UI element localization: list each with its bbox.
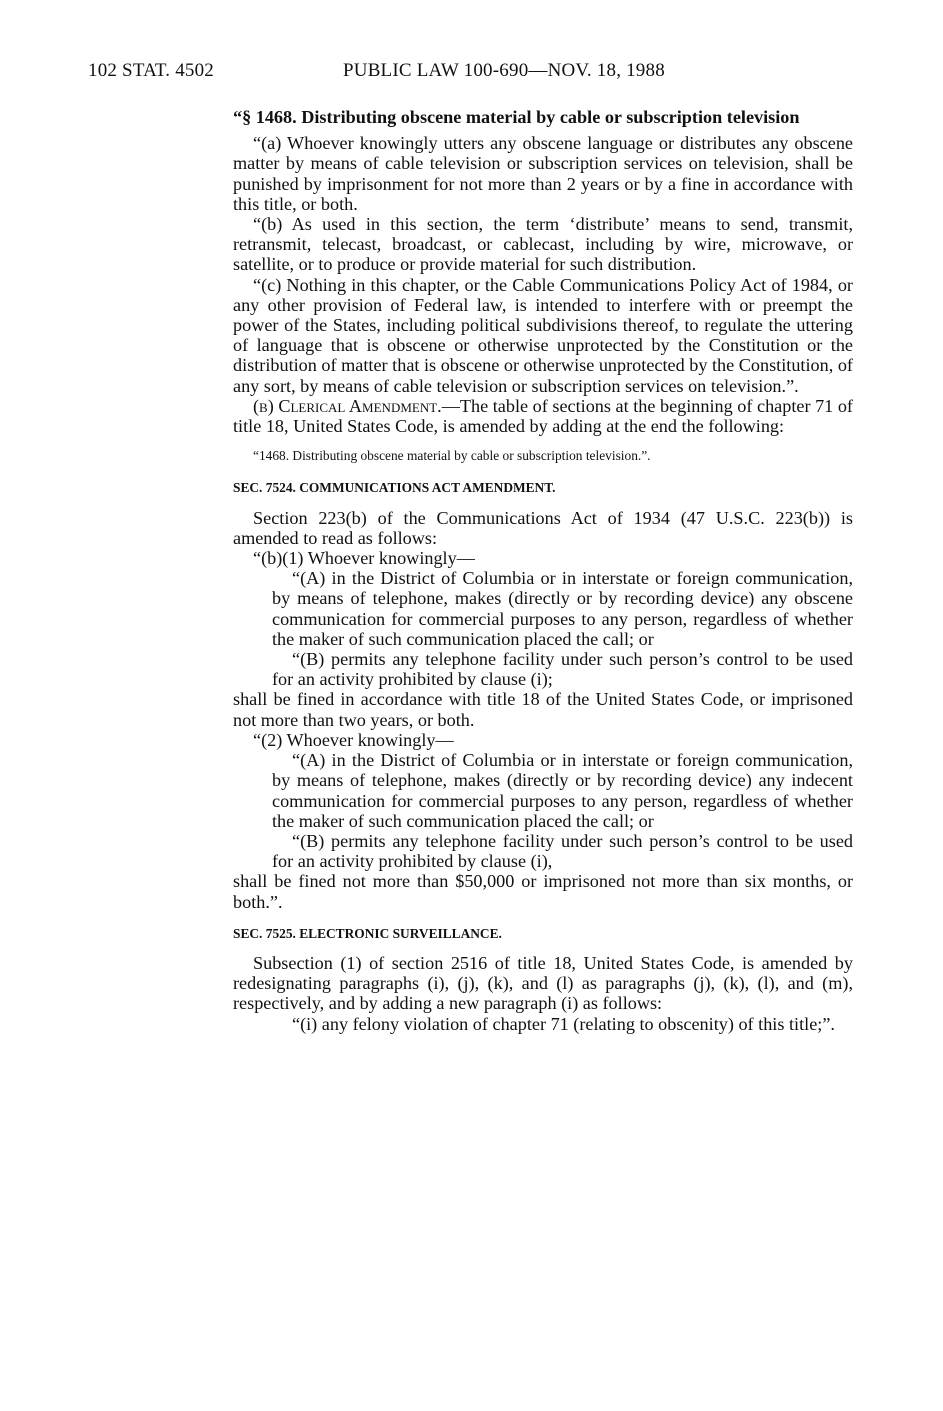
sec-7524-b1-A: “(A) in the District of Columbia or in interstate or foreign communication, by means of telephone, makes (directly or by recording device) any obscene communication for commercial purposes to any person, regardless of whether the maker of such communication placed the call; or — [272, 568, 853, 649]
section-1468-a: “(a) Whoever knowingly utters any obscene language or distributes any obscene matter by means of cable television or subscription services on television, shall be punished by imprisonment for not more than 2 years or by a fine in accordance with this title, or both. — [233, 133, 853, 214]
clerical-amendment-text: —The table of sections at the beginning of chapter 71 of title 18, United States Code, is amended by adding at the end the following: — [233, 395, 853, 437]
sec-7524-b2-B: “(B) permits any telephone facility under such person’s control to be used for an activity prohibited by clause (i), — [272, 830, 853, 872]
sec-7524-b2-A: “(A) in the District of Columbia or in interstate or foreign communication, by means of telephone, makes (directly or by recording device) any indecent communication for commercial purposes to any person, regardless of whether the maker of such communication placed the call; or — [272, 750, 853, 831]
sec-7524-b1-B: “(B) permits any telephone facility under such person’s control to be used for an activity prohibited by clause (i); — [272, 649, 853, 690]
sec-7525-text: Subsection (1) of section 2516 of title 18, United States Code, is amended by redesignating paragraphs (i), (j), (k), and (l) as paragraphs (j), (k), (l), and (m), respectively, and by adding a new paragraph (i) as follows: — [233, 952, 853, 1014]
sec-7524-b1: “(b)(1) Whoever knowingly— — [253, 548, 475, 569]
section-1468-b: “(b) As used in this section, the term ‘distribute’ means to send, transmit, retransmit, telecast, broadcast, or cablecast, including by wire, microwave, or satellite, or to produce or provide material for such distribution. — [233, 214, 853, 275]
sec-7525-new-paragraph: “(i) any felony violation of chapter 71 (relating to obscenity) of this title;”. — [292, 1013, 835, 1034]
sec-7524-intro: Section 223(b) of the Communications Act of 1934 (47 U.S.C. 223(b)) is amended to read as follows: — [233, 507, 853, 548]
page-stat-number: 102 STAT. 4502 — [88, 60, 215, 81]
sec-7524-b2-tail: shall be fined not more than $50,000 or imprisoned not more than six months, or both.”. — [233, 871, 853, 912]
sec-7524-b2: “(2) Whoever knowingly— — [253, 729, 454, 750]
sec-7524-title: SEC. 7524. COMMUNICATIONS ACT AMENDMENT. — [233, 480, 556, 496]
section-1468-heading: “§ 1468. Distributing obscene material by cable or subscription television — [233, 107, 800, 127]
document-body — [233, 107, 853, 1034]
clerical-amendment-label: (b) Clerical Amendment. — [253, 395, 442, 416]
sec-7525-title: SEC. 7525. ELECTRONIC SURVEILLANCE. — [233, 925, 502, 941]
clerical-amendment — [233, 396, 853, 436]
page-law-header: PUBLIC LAW 100-690—NOV. 18, 1988 — [343, 60, 665, 81]
section-1468-c: “(c) Nothing in this chapter, or the Cable Communications Policy Act of 1984, or any other provision of Federal law, is intended to interfere with or preempt the power of the States, including political subdivisions thereof, to regulate the uttering of language that is obscene or otherwise unprotected by the Constitution or the distribution of matter that is obscene or otherwise unprotected by the Constitution, of any sort, by means of cable television or subscription services on television.”. — [233, 274, 853, 396]
table-of-sections-entry: “1468. Distributing obscene material by cable or subscription television.”. — [253, 448, 651, 464]
sec-7524-b1-tail: shall be fined in accordance with title 18 of the United States Code, or imprisoned not more than two years, or both. — [233, 689, 853, 730]
